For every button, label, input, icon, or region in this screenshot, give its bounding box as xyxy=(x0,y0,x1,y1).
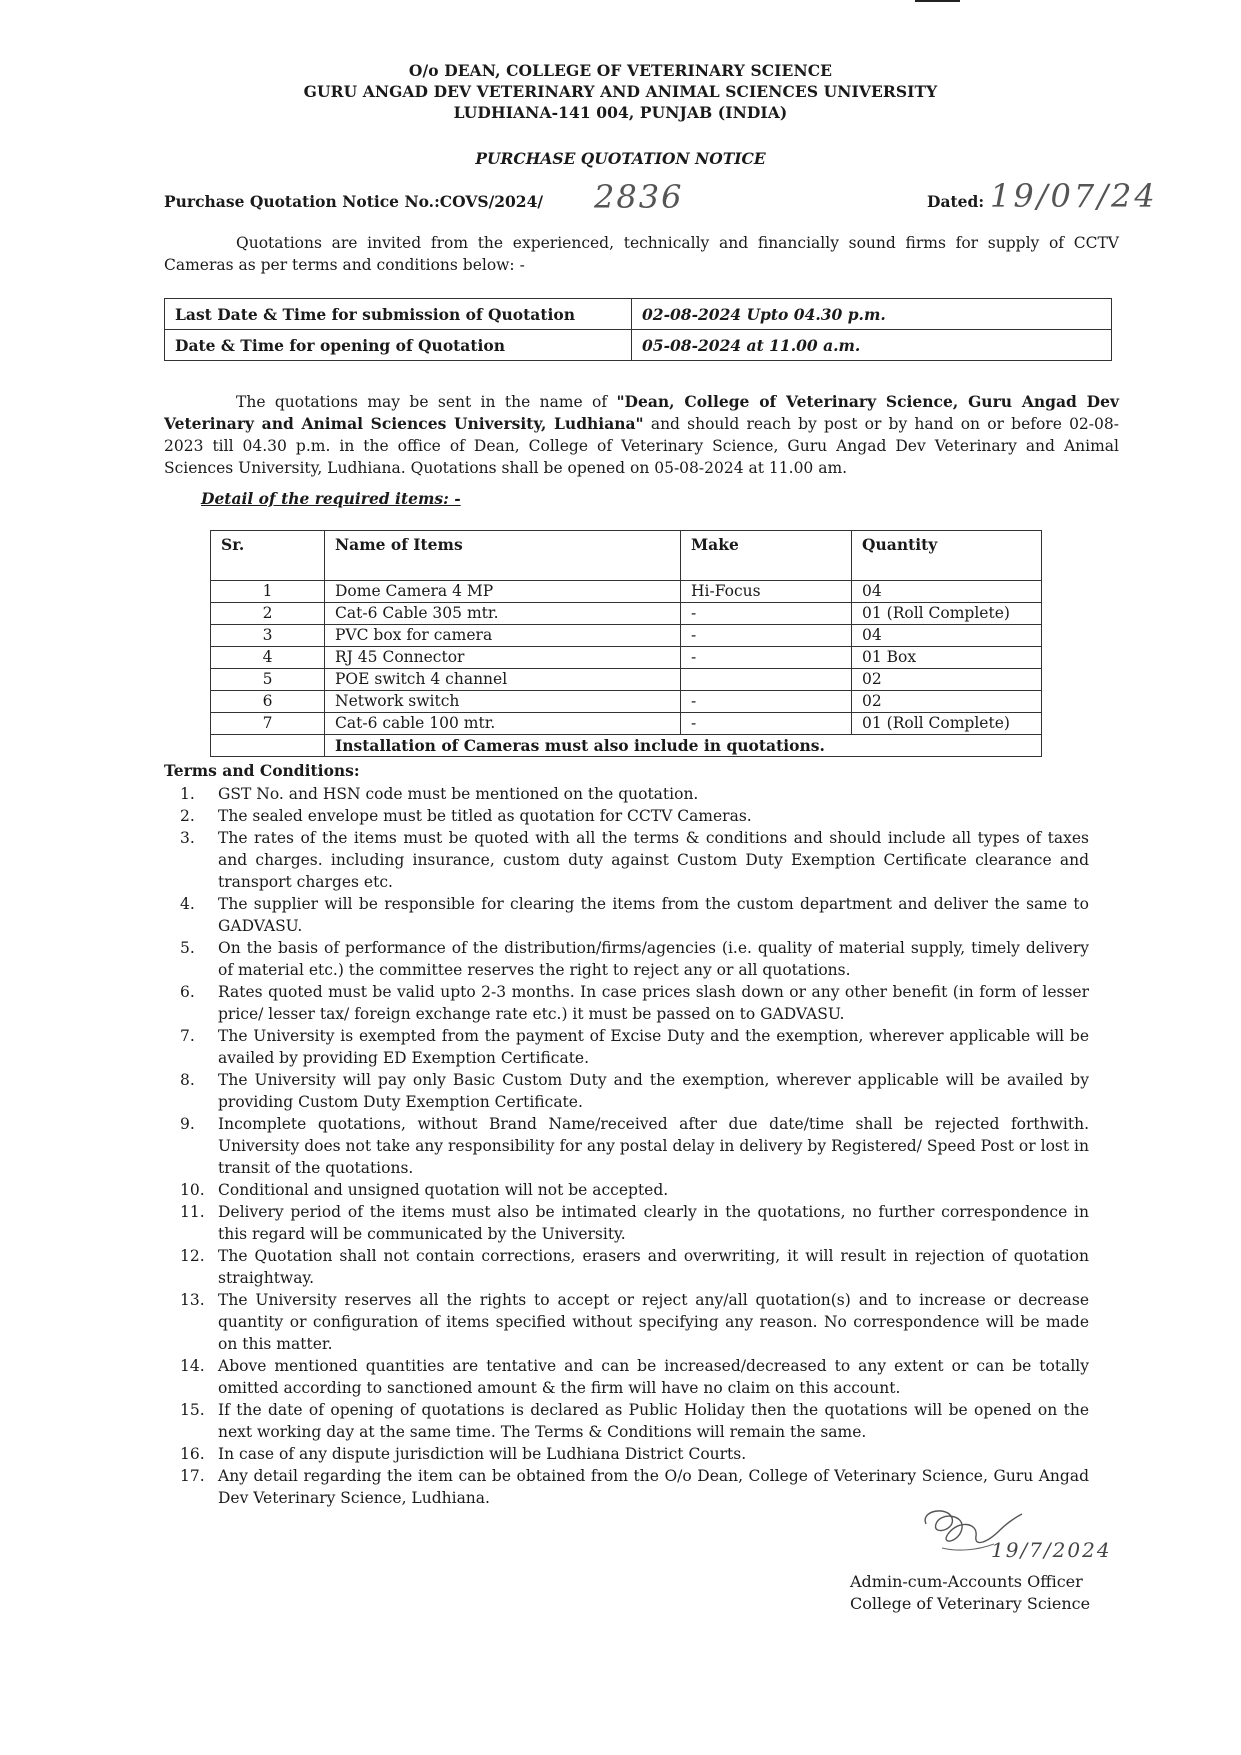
term-text: The supplier will be responsible for clearing the items from the custom department and deliver the same to GADVASU. xyxy=(218,895,1089,935)
cell-sr: 7 xyxy=(211,713,325,735)
items-table xyxy=(210,530,1042,757)
address-post: and should reach by post or by hand on or before 02-08-2023 till 04.30 p.m. in the office of Dean, College of Veterinary Science, Guru Angad Dev Veterinary and Animal Sciences University, Ludhiana. Quotations shall be opened on 05-08-2024 at 11.00 am. xyxy=(164,415,1119,477)
cell-name: POE switch 4 channel xyxy=(325,669,681,691)
dates-label: Last Date & Time for submission of Quotation xyxy=(165,299,632,330)
cell-quantity: 01 Box xyxy=(852,647,1042,669)
letterhead xyxy=(0,60,1241,123)
cell-quantity: 04 xyxy=(852,581,1042,603)
dates-table xyxy=(164,298,1112,361)
notice-number-label: Purchase Quotation Notice No.:COVS/2024/ xyxy=(164,192,544,211)
term-text: Above mentioned quantities are tentative and can be increased/decreased to any extent or can be totally omitted according to sanctioned amount & the firm will have no claim on this account. xyxy=(218,1357,1089,1397)
term-item xyxy=(164,937,1089,981)
cell-sr: 2 xyxy=(211,603,325,625)
cell-make: - xyxy=(681,625,852,647)
term-text: If the date of opening of quotations is declared as Public Holiday then the quotations will be opened on the next working day at the same time. The Terms & Conditions will remain the same. xyxy=(218,1401,1089,1441)
cell-make: - xyxy=(681,691,852,713)
term-item xyxy=(164,827,1089,893)
dates-row xyxy=(165,330,1112,361)
term-text: In case of any dispute jurisdiction will be Ludhiana District Courts. xyxy=(218,1445,747,1463)
cell-sr: 3 xyxy=(211,625,325,647)
term-text: Incomplete quotations, without Brand Name/received after due date/time shall be rejected forthwith. University does not take any responsibility for any postal delay in delivery by Registered/ Speed Post or lost in transit of the quotations. xyxy=(218,1115,1089,1177)
cell-make: - xyxy=(681,647,852,669)
detail-heading: Detail of the required items: - xyxy=(201,489,461,508)
term-number: 1. xyxy=(180,785,195,803)
term-number: 2. xyxy=(180,807,195,825)
cell-make: - xyxy=(681,603,852,625)
cell-quantity: 02 xyxy=(852,691,1042,713)
installation-note: Installation of Cameras must also include in quotations. xyxy=(325,735,1042,757)
term-number: 14. xyxy=(180,1357,205,1375)
term-number: 3. xyxy=(180,829,195,847)
top-rule xyxy=(915,0,960,2)
table-row xyxy=(211,603,1042,625)
term-text: Rates quoted must be valid upto 2-3 months. In case prices slash down or any other benefit (in form of lesser price/ lesser tax/ foreign exchange rate etc.) it must be passed on to GADVASU. xyxy=(218,983,1089,1023)
letterhead-line-2: GURU ANGAD DEV VETERINARY AND ANIMAL SCIENCES UNIVERSITY xyxy=(303,82,938,101)
term-item xyxy=(164,1355,1089,1399)
term-number: 6. xyxy=(180,983,195,1001)
table-row xyxy=(211,625,1042,647)
term-text: On the basis of performance of the distribution/firms/agencies (i.e. quality of material supply, timely delivery of material etc.) the committee reserves the right to reject any or all quotations. xyxy=(218,939,1089,979)
cell-make: - xyxy=(681,713,852,735)
term-number: 4. xyxy=(180,895,195,913)
cell-quantity: 02 xyxy=(852,669,1042,691)
cell-quantity: 04 xyxy=(852,625,1042,647)
signature-date: 19/7/2024 xyxy=(991,1538,1112,1562)
cell-name: Network switch xyxy=(325,691,681,713)
signatory-block xyxy=(850,1571,1090,1615)
term-number: 5. xyxy=(180,939,195,957)
term-item xyxy=(164,783,1089,805)
letterhead-line-3: LUDHIANA-141 004, PUNJAB (INDIA) xyxy=(453,103,788,122)
dates-label: Date & Time for opening of Quotation xyxy=(165,330,632,361)
term-item xyxy=(164,1069,1089,1113)
term-number: 13. xyxy=(180,1291,205,1309)
table-row xyxy=(211,713,1042,735)
term-item xyxy=(164,1113,1089,1179)
term-item xyxy=(164,1399,1089,1443)
header-make: Make xyxy=(681,531,852,581)
address-bold: "Dean, College of Veterinary Science, Guru Angad Dev Veterinary and Animal Sciences University, Ludhiana" xyxy=(164,392,1119,433)
cell-sr: 6 xyxy=(211,691,325,713)
term-item xyxy=(164,893,1089,937)
signatory-office: College of Veterinary Science xyxy=(850,1594,1091,1613)
term-number: 7. xyxy=(180,1027,195,1045)
table-row xyxy=(211,691,1042,713)
cell-name: Cat-6 cable 100 mtr. xyxy=(325,713,681,735)
terms-list xyxy=(164,783,1089,1509)
term-number: 17. xyxy=(180,1467,205,1485)
term-item xyxy=(164,1179,1089,1201)
header-name: Name of Items xyxy=(325,531,681,581)
term-item xyxy=(164,1025,1089,1069)
term-item xyxy=(164,1289,1089,1355)
term-text: The University reserves all the rights to accept or reject any/all quotation(s) and to increase or decrease quantity or configuration of items specified without specifying any reason. No correspondence will be made on this matter. xyxy=(218,1291,1089,1353)
address-paragraph xyxy=(164,391,1119,479)
signatory-designation: Admin-cum-Accounts Officer xyxy=(850,1572,1083,1591)
term-number: 16. xyxy=(180,1445,205,1463)
installation-note-row xyxy=(211,735,1042,757)
cell-sr: 5 xyxy=(211,669,325,691)
term-number: 9. xyxy=(180,1115,195,1133)
items-header-row xyxy=(211,531,1042,581)
term-text: GST No. and HSN code must be mentioned on the quotation. xyxy=(218,785,699,803)
table-row xyxy=(211,581,1042,603)
cell-empty xyxy=(211,735,325,757)
table-row xyxy=(211,669,1042,691)
term-item xyxy=(164,805,1089,827)
term-text: Conditional and unsigned quotation will not be accepted. xyxy=(218,1181,669,1199)
header-sr: Sr. xyxy=(211,531,325,581)
intro-paragraph xyxy=(164,232,1119,276)
term-number: 12. xyxy=(180,1247,205,1265)
cell-make xyxy=(681,669,852,691)
address-pre: The quotations may be sent in the name of xyxy=(236,393,617,411)
table-row xyxy=(211,647,1042,669)
terms-heading: Terms and Conditions: xyxy=(164,761,360,780)
cell-name: PVC box for camera xyxy=(325,625,681,647)
notice-heading: PURCHASE QUOTATION NOTICE xyxy=(475,149,766,168)
term-number: 11. xyxy=(180,1203,205,1221)
dates-value: 02-08-2024 Upto 04.30 p.m. xyxy=(632,299,1112,330)
handwritten-date: 19/07/24 xyxy=(990,177,1158,215)
dated-label: Dated: xyxy=(927,192,985,211)
term-text: The University will pay only Basic Custom Duty and the exemption, wherever applicable will be availed by providing Custom Duty Exemption Certificate. xyxy=(218,1071,1089,1111)
cell-name: Dome Camera 4 MP xyxy=(325,581,681,603)
term-text: Any detail regarding the item can be obtained from the O/o Dean, College of Veterinary Science, Guru Angad Dev Veterinary Science, Ludhiana. xyxy=(218,1467,1089,1507)
cell-make: Hi-Focus xyxy=(681,581,852,603)
term-text: The sealed envelope must be titled as quotation for CCTV Cameras. xyxy=(218,807,752,825)
term-item xyxy=(164,1201,1089,1245)
term-number: 10. xyxy=(180,1181,205,1199)
handwritten-notice-number: 2836 xyxy=(594,178,684,216)
term-text: The rates of the items must be quoted with all the terms & conditions and should include all types of taxes and charges. including insurance, custom duty against Custom Duty Exemption Certificate clearance and transport charges etc. xyxy=(218,829,1089,891)
term-item xyxy=(164,1443,1089,1465)
cell-sr: 1 xyxy=(211,581,325,603)
term-item xyxy=(164,981,1089,1025)
term-number: 8. xyxy=(180,1071,195,1089)
intro-text: Quotations are invited from the experienced, technically and financially sound firms for supply of CCTV Cameras as per terms and conditions below: - xyxy=(164,234,1119,274)
cell-name: Cat-6 Cable 305 mtr. xyxy=(325,603,681,625)
cell-name: RJ 45 Connector xyxy=(325,647,681,669)
cell-quantity: 01 (Roll Complete) xyxy=(852,713,1042,735)
term-text: The University is exempted from the payment of Excise Duty and the exemption, wherever applicable will be availed by providing ED Exemption Certificate. xyxy=(218,1027,1089,1067)
term-number: 15. xyxy=(180,1401,205,1419)
letterhead-line-1: O/o DEAN, COLLEGE OF VETERINARY SCIENCE xyxy=(408,61,833,80)
header-quantity: Quantity xyxy=(852,531,1042,581)
term-item xyxy=(164,1245,1089,1289)
term-text: Delivery period of the items must also be intimated clearly in the quotations, no further correspondence in this regard will be communicated by the University. xyxy=(218,1203,1089,1243)
dates-value: 05-08-2024 at 11.00 a.m. xyxy=(632,330,1112,361)
term-text: The Quotation shall not contain corrections, erasers and overwriting, it will result in rejection of quotation straightway. xyxy=(218,1247,1089,1287)
cell-sr: 4 xyxy=(211,647,325,669)
cell-quantity: 01 (Roll Complete) xyxy=(852,603,1042,625)
dates-row xyxy=(165,299,1112,330)
